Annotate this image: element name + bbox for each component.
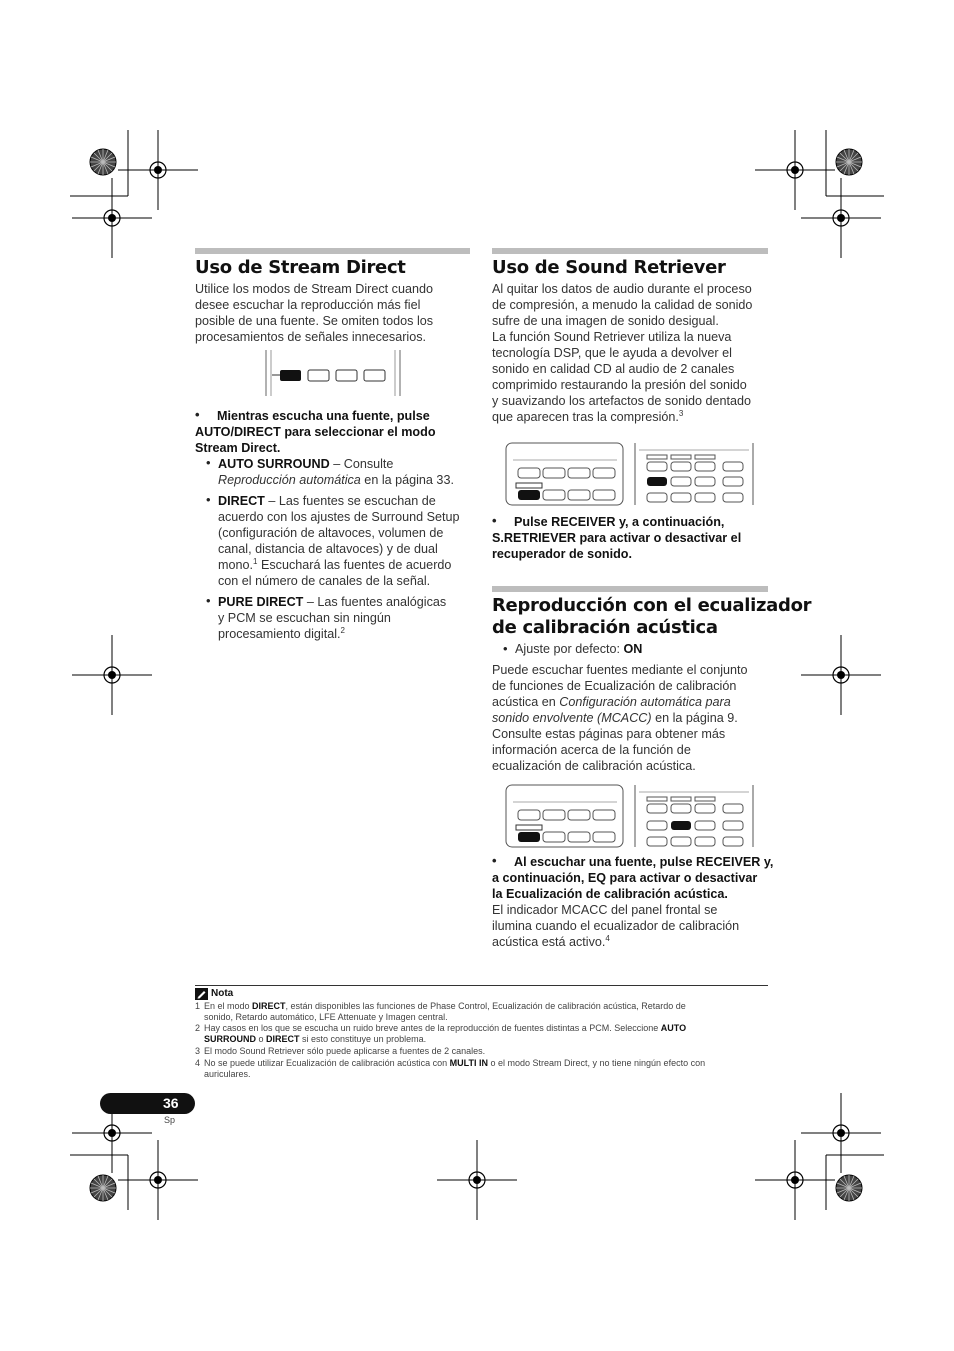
notes-divider	[195, 985, 768, 986]
acoustic-eq-indicator-text: El indicador MCACC del panel frontal se ilumina cuando el ecualizador de calibración acústica está activo.$^4$	[492, 903, 740, 949]
bullet: •	[492, 853, 497, 868]
section-bar	[492, 248, 768, 254]
section-title-acoustic-eq: Reproducción con el ecualizador de calibración acústica	[492, 595, 812, 638]
bullet: •	[206, 492, 211, 507]
section-title-stream-direct: Uso de Stream Direct	[195, 257, 406, 278]
footnote-3: 3 El modo Sound Retriever sólo puede aplicarse a fuentes de 2 canales.	[195, 1046, 486, 1056]
stream-direct-intro: Utilice los modos de Stream Direct cuando desee escuchar la reproducción más fiel posible de una fuente. Se omiten todos los procesamientos de señales innecesarios.	[195, 282, 434, 344]
sound-retriever-step: Pulse RECEIVER y, a continuación, S.RETRIEVER para activar o desactivar el recuperador de sonido.	[492, 515, 742, 561]
footnote-1: 1 En el modo DIRECT, están disponibles las funciones de Phase Control, Ecualización de calibración acústica, Retardo de sonido, Retardo automático, LFE Attenuate y Imagen central.	[195, 1001, 686, 1022]
stream-direct-step: Mientras escucha una fuente, pulse AUTO/DIRECT para seleccionar el modo Stream Direct.	[195, 409, 436, 455]
bullet: •	[195, 407, 200, 422]
direct-item: DIRECT – Las fuentes se escuchan de acuerdo con los ajustes de Surround Setup (configuración de altavoces, volumen de canal, distancia de altavoces) y de dual mono.$^1$ Escuchará las fuentes de acuerdo con el número de canales de la señal.	[218, 494, 460, 588]
page-number: 36	[163, 1095, 179, 1111]
section-bar	[195, 248, 470, 254]
page-language: Sp	[164, 1115, 176, 1125]
bullet: •	[206, 593, 211, 608]
bullet: •	[503, 641, 508, 656]
footnote-2: 2 Hay casos en los que se escucha un ruido breve antes de la reproducción de fuentes distintas a PCM. Seleccione AUTO SURROUND o DIRECT si esto constituye un problema.	[195, 1023, 687, 1044]
acoustic-eq-text: Puede escuchar fuentes mediante el conjunto de funciones de Ecualización de calibración acústica en Configuración automática para sonido envolvente (MCACC) en la página 9. Consulte estas páginas para obtener más información acerca de la función de ecualización de calibración acústica.	[492, 663, 748, 773]
remote-control-illustration-sound-retriever	[505, 442, 755, 506]
remote-control-illustration-eq	[505, 784, 755, 848]
sound-retriever-text: Al quitar los datos de audio durante el proceso de compresión, a menudo la calidad de sonido sufre de una imagen de sonido desigual. La función Sound Retriever utiliza la nueva tecnología DSP, que le ayuda a devolver el sonido en calidad CD al audio de 2 canales comprimido restaurando la presión del sonido y suavizando los artefactos de sonido dentado que aparecen tras la compresión.$^3$	[492, 282, 753, 424]
section-title-sound-retriever: Uso de Sound Retriever	[492, 257, 726, 278]
notes-heading: Nota	[211, 988, 234, 999]
footnote-4: 4 No se puede utilizar Ecualización de calibración acústica con MULTI IN o el modo Stream Direct, y no tiene ningún efecto con auriculares.	[195, 1058, 706, 1079]
note-pencil-icon	[195, 988, 208, 1000]
auto-surround-item: AUTO SURROUND – Consulte Reproducción automática en la página 33.	[218, 457, 454, 487]
page-number-tab	[100, 1093, 195, 1114]
acoustic-eq-step: Al escuchar una fuente, pulse RECEIVER y, a continuación, EQ para activar o desactivar la Ecualización de calibración acústica.	[492, 855, 774, 901]
front-panel-buttons-illustration	[262, 348, 404, 398]
pure-direct-item: PURE DIRECT – Las fuentes analógicas y PCM se escuchan sin ningún procesamiento digital.$^2$	[218, 595, 447, 641]
bullet: •	[206, 455, 211, 470]
section-bar	[492, 586, 768, 592]
bullet: •	[492, 513, 497, 528]
default-setting: Ajuste por defecto: ON	[515, 642, 643, 656]
